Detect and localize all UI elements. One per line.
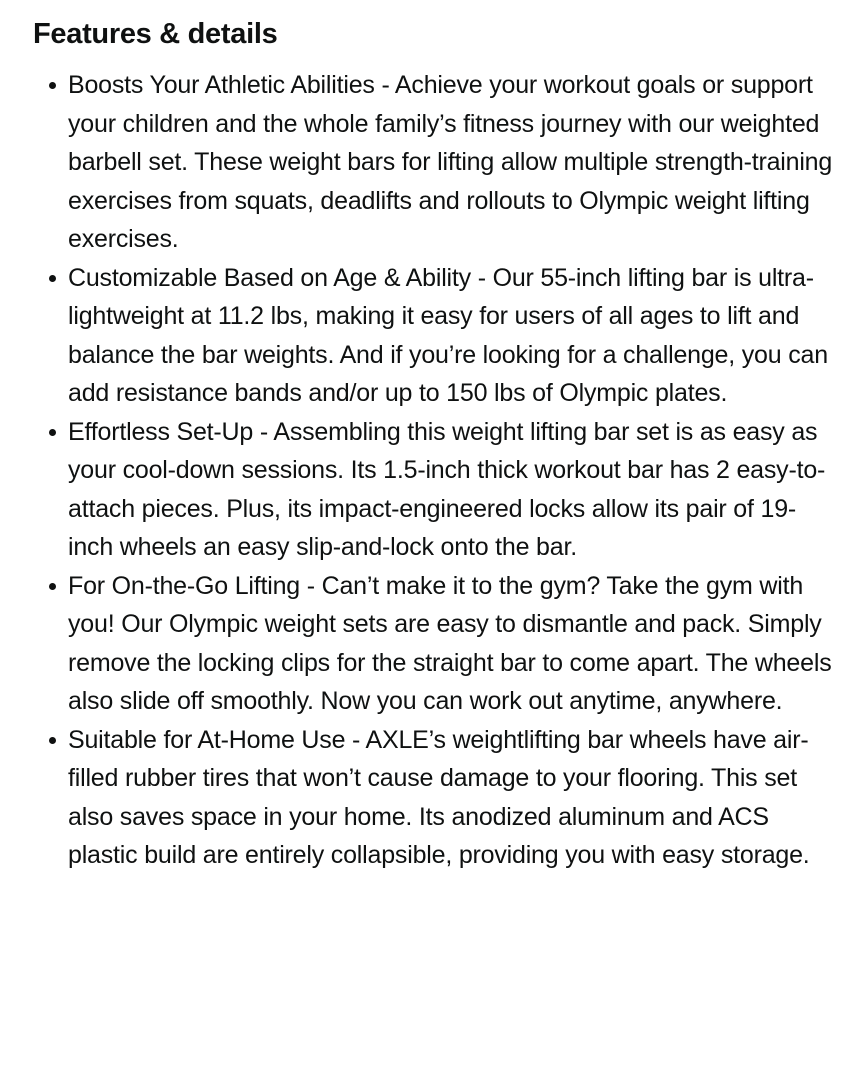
feature-bullet-text: Effortless Set-Up - Assembling this weight lifting bar set is as easy as your cool-down sessions. Its 1.5-inch thick workout bar has 2 easy-to-attach pieces. Plus, its impact-engineered locks allow its pair of 19-inch wheels an easy slip-and-lock onto the bar. — [68, 417, 826, 561]
feature-bullet — [33, 66, 840, 259]
feature-bullet-list — [33, 66, 840, 875]
feature-bullet-text: For On-the-Go Lifting - Can’t make it to the gym? Take the gym with you! Our Olympic weight sets are easy to dismantle and pack. Simply remove the locking clips for the straight bar to come apart. The wheels also slide off smoothly. Now you can work out anytime, anywhere. — [68, 571, 832, 715]
feature-bullet — [33, 413, 840, 567]
bullet-dot-icon — [49, 429, 56, 436]
feature-bullet — [33, 567, 840, 721]
feature-bullet-text: Suitable for At-Home Use - AXLE’s weightlifting bar wheels have air-filled rubber tires that won’t cause damage to your flooring. This set also saves space in your home. Its anodized aluminum and ACS plastic build are entirely collapsible, providing you with easy storage. — [68, 725, 810, 869]
bullet-dot-icon — [49, 583, 56, 590]
feature-bullet-text: Customizable Based on Age & Ability - Our 55-inch lifting bar is ultra-lightweight at 11.2 lbs, making it easy for users of all ages to lift and balance the bar weights. And if you’re looking for a challenge, you can add resistance bands and/or up to 150 lbs of Olympic plates. — [68, 263, 828, 407]
feature-bullet — [33, 721, 840, 875]
bullet-dot-icon — [49, 737, 56, 744]
feature-bullet — [33, 259, 840, 413]
section-title: Features & details — [33, 18, 278, 50]
bullet-dot-icon — [49, 275, 56, 282]
bullet-dot-icon — [49, 82, 56, 89]
feature-bullet-text: Boosts Your Athletic Abilities - Achieve your workout goals or support your children and the whole family’s fitness journey with our weighted barbell set. These weight bars for lifting allow multiple strength-training exercises from squats, deadlifts and rollouts to Olympic weight lifting exercises. — [68, 71, 833, 253]
